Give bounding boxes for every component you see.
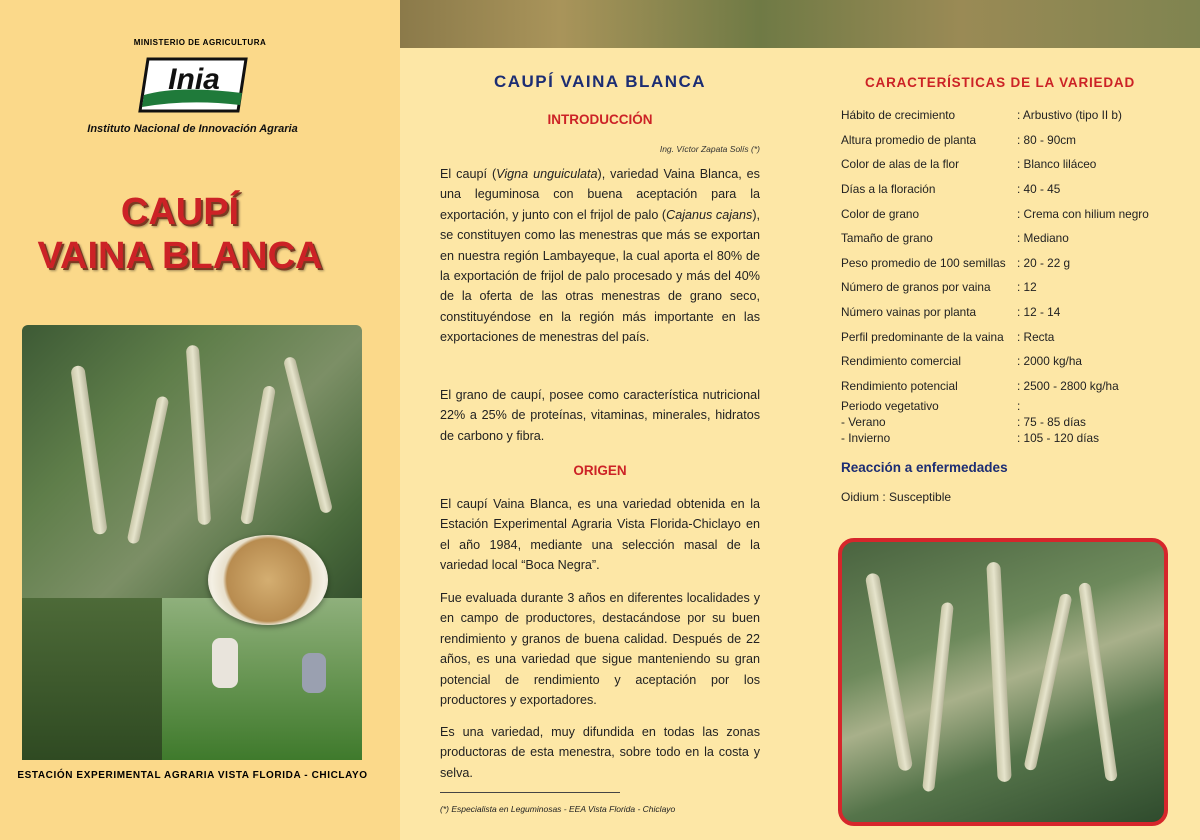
char-row: Peso promedio de 100 semillas : 20 - 22 g xyxy=(841,255,1071,270)
characteristics-table xyxy=(841,103,1171,398)
beans-plate-photo xyxy=(208,535,328,625)
origin-heading: ORIGEN xyxy=(573,463,627,478)
period-winter-row: - Invierno : 105 - 120 días xyxy=(841,431,1099,445)
cover-title xyxy=(0,190,360,278)
char-row: Número vainas por planta : 12 - 14 xyxy=(841,305,1061,320)
intro-heading: INTRODUCCIÓN xyxy=(547,112,653,127)
vegetative-period xyxy=(841,398,1171,446)
disease-heading: Reacción a enfermedades xyxy=(841,460,1008,475)
char-row: Altura promedio de planta : 80 - 90cm xyxy=(841,132,1077,147)
cover-panel xyxy=(0,0,400,840)
header-photo-band xyxy=(400,0,1200,48)
char-row: Rendimiento comercial : 2000 kg/ha xyxy=(841,354,1082,369)
pods-photo xyxy=(838,538,1168,826)
origin-paragraph-3: Es una variedad, muy difundida en todas las zonas productoras de esta menestra, sobre todo en la costa y selva. xyxy=(440,725,760,780)
period-summer-row: - Verano : 75 - 85 días xyxy=(841,415,1086,429)
footnote-divider xyxy=(440,792,620,793)
period-row: Periodo vegetativo : xyxy=(841,399,1021,413)
field-photo xyxy=(22,598,362,760)
cover-title-line1: CAUPÍ xyxy=(120,191,240,233)
char-row: Color de grano : Crema con hilium negro xyxy=(841,206,1149,221)
origin-paragraph-1: El caupí Vaina Blanca, es una variedad obtenida en la Estación Experimental Agraria Vista Florida-Chiclayo en el año 1984, mediante una selección masal de la variedad local “Boca Negra”. xyxy=(440,497,760,573)
char-row: Días a la floración : 40 - 45 xyxy=(841,182,1061,197)
article-title: CAUPÍ VAINA BLANCA xyxy=(493,72,707,91)
char-row: Perfil predominante de la vaina : Recta xyxy=(841,329,1055,344)
disease-text: Oidium : Susceptible xyxy=(841,490,952,504)
cover-title-line2: VAINA BLANCA xyxy=(37,235,323,277)
author-line: Ing. Víctor Zapata Solís (*) xyxy=(659,144,760,154)
char-row: Tamaño de grano : Mediano xyxy=(841,231,1069,246)
intro-paragraph-1: El caupí (Vigna unguiculata), variedad Vaina Blanca, es una leguminosa con buena aceptación para la exportación, y junto con el frijol de palo (Cajanus cajans), se constituyen como las menestras que más se exportan en nuestra región Lambayeque, la cual aporta el 80% de la exportación de frijol de palo procesado y más del 40% de la oferta de las otras menestras de grano seco, constituyéndose en la región más importante en las exportaciones de menestras del país. xyxy=(440,167,761,345)
char-row: Número de granos por vaina : 12 xyxy=(841,280,1037,295)
char-row: Color de alas de la flor : Blanco liláceo xyxy=(841,157,1097,172)
origin-paragraph-2: Fue evaluada durante 3 años en diferentes localidades y en campo de productores, destacándose por su buen rendimiento y granos de buena calidad. Después de 22 años, es una variedad que sigue manteniendo su gran potencial de rendimiento y aceptación por los productores y exportadores. xyxy=(440,591,760,708)
inia-logo xyxy=(138,55,250,115)
ministry-label: MINISTERIO DE AGRICULTURA xyxy=(133,38,267,47)
svg-text:Inia: Inia xyxy=(168,63,220,96)
char-row: Rendimiento potencial : 2500 - 2800 kg/ha xyxy=(841,378,1119,393)
station-name: ESTACIÓN EXPERIMENTAL AGRARIA VISTA FLORIDA - CHICLAYO xyxy=(17,770,368,781)
footnote: (*) Especialista en Leguminosas - EEA Vista Florida - Chiclayo xyxy=(440,804,676,814)
institute-name: Instituto Nacional de Innovación Agraria xyxy=(87,123,298,135)
characteristics-heading: CARACTERÍSTICAS DE LA VARIEDAD xyxy=(864,75,1135,90)
intro-paragraph-2: El grano de caupí, posee como característica nutricional 22% a 25% de proteínas, vitaminas, minerales, hidratos de carbono y fibra. xyxy=(440,388,760,443)
char-row: Hábito de crecimiento : Arbustivo (tipo II b) xyxy=(841,108,1122,123)
